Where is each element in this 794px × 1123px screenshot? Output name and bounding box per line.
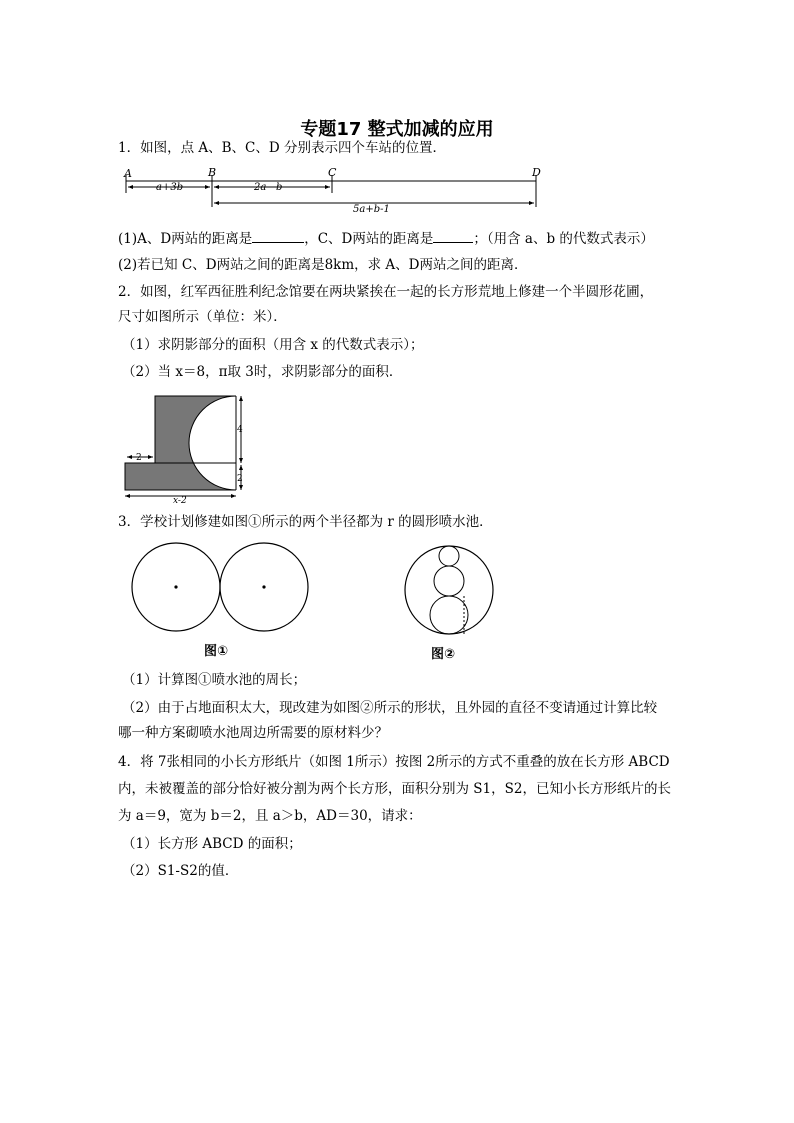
q2-part1: （1）求阴影部分的面积（用含 x 的代数式表示）； [122,337,424,353]
figure-2-caption: 图② [431,647,456,662]
q1-station-diagram [118,163,548,213]
height-4-label: 4 [237,425,243,435]
q3-part2-line2: 哪一种方案砌喷水池周边所需要的原材料少？ [118,725,388,741]
height-2-label: 2 [237,474,243,484]
q4-line3: 为 a＝9，宽为 b＝2，且 a＞b，AD＝30，请求： [118,808,422,824]
width-2-label: 2 [136,453,142,463]
q4-part2: （2）S1-S2的值． [122,863,239,879]
page-title: 专题17 整式加减的应用 [300,119,494,140]
q4-line1: 4．将 7张相同的小长方形纸片（如图 1所示）按图 2所示的方式不重叠的放在长方形 ABCD [118,754,670,770]
q1-part2: (2)若已知 C、D两站之间的距离是8km，求 A、D两站之间的距离． [118,257,528,273]
station-d-label: D [532,166,541,179]
q3-part1: （1）计算图①喷水池的周长； [122,672,307,688]
q1-part1 [118,228,654,249]
q2-stem-line1: 2．如图，红军西征胜利纪念馆要在两块紧挨在一起的长方形荒地上修建一个半圆形花圃， [118,284,654,300]
segment-bc-label: 2a - b [254,182,283,193]
q1-part1-text-b: ，C、D两站的距离是 [304,231,434,247]
station-a-label: A [124,167,132,180]
bottom-x-2-label: x-2 [173,496,187,505]
q3-stem: 3．学校计划修建如图①所示的两个半径都为 r 的圆形喷水池． [118,514,493,530]
station-c-label: C [328,166,337,179]
q3-part2-line1: （2）由于占地面积太大，现改建为如图②所示的形状，且外园的直径不变请通过计算比较 [122,700,658,716]
q1-part1-text-a: (1)A、D两站的距离是 [118,231,253,247]
q2-part2: （2）当 x＝8，π取 3时，求阴影部分的面积． [122,364,403,380]
q3-figure-2 [400,540,500,640]
q3-figure-1 [125,540,310,635]
q2-garden-diagram [118,390,258,505]
q1-part1-text-c: ；（用含 a、b 的代数式表示） [473,231,654,247]
answer-blank-ad[interactable] [252,228,304,243]
segment-ab-label: a+3b [156,182,184,193]
figure-1-caption: 图① [204,644,229,659]
q4-line2: 内，未被覆盖的部分恰好被分割为两个长方形，面积分别为 S1，S2，已知小长方形纸片的长 [118,781,671,797]
station-b-label: B [208,166,217,179]
q4-part1: （1）长方形 ABCD 的面积； [122,836,302,852]
q2-stem-line2: 尺寸如图所示（单位：米）． [118,309,287,325]
answer-blank-cd[interactable] [433,228,473,243]
q1-stem: 1．如图，点 A、B、C、D 分别表示四个车站的位置． [118,140,446,156]
segment-bd-label: 5a+b-1 [353,204,390,213]
